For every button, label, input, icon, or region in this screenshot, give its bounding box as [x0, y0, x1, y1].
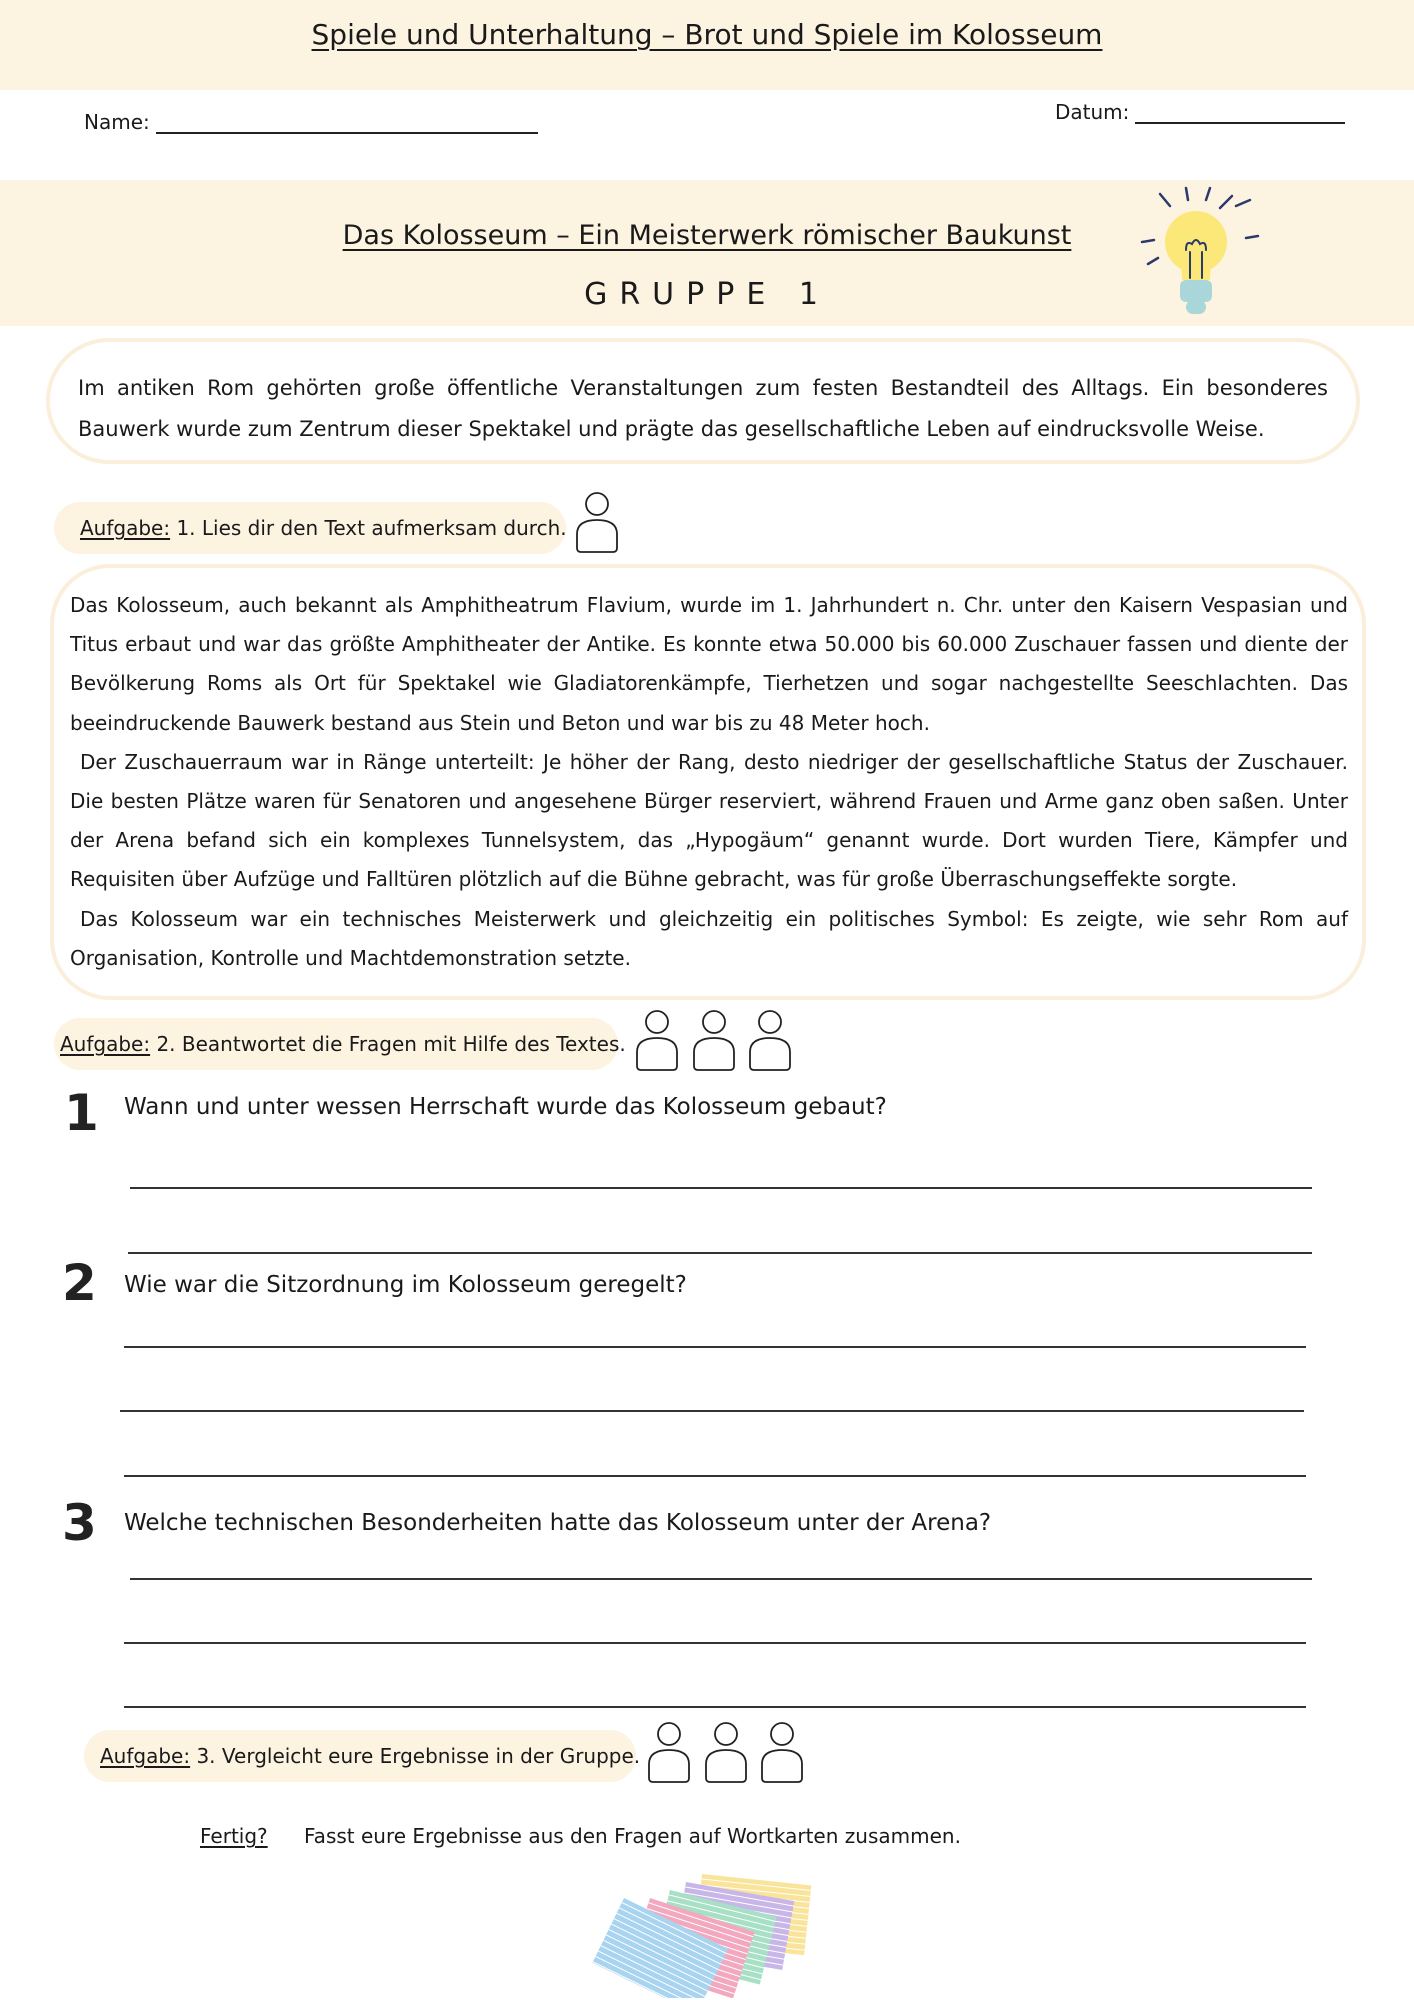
- date-field[interactable]: [1055, 100, 1345, 124]
- task-1-text: 1. Lies dir den Text aufmerksam durch.: [176, 516, 567, 540]
- task-3-label: Aufgabe:: [100, 1744, 191, 1768]
- task-3-text: 3. Vergleicht eure Ergebnisse in der Gruppe.: [196, 1744, 641, 1768]
- task-2: [54, 1018, 626, 1070]
- group-icon: [646, 1720, 806, 1786]
- question-1-text: Wann und unter wessen Herrschaft wurde das Kolosseum gebaut?: [124, 1094, 887, 1120]
- task-1: [54, 502, 566, 554]
- worksheet-title: Spiele und Unterhaltung – Brot und Spiele im Kolosseum: [311, 18, 1103, 51]
- task-3: [84, 1730, 641, 1782]
- reading-text: [50, 564, 1366, 1000]
- finish-text: Fasst eure Ergebnisse aus den Fragen auf Wortkarten zusammen.: [304, 1824, 961, 1848]
- task-2-text: 2. Beantwortet die Fragen mit Hilfe des Textes.: [156, 1032, 626, 1056]
- answer-line[interactable]: [124, 1346, 1306, 1348]
- question-3-number: 3: [62, 1494, 97, 1552]
- date-label: Datum:: [1055, 100, 1130, 124]
- name-field[interactable]: [84, 110, 538, 134]
- answer-line[interactable]: [124, 1642, 1306, 1644]
- date-line[interactable]: [1135, 100, 1345, 124]
- finish-label: Fertig?: [200, 1824, 268, 1848]
- question-3-text: Welche technischen Besonderheiten hatte das Kolosseum unter der Arena?: [124, 1510, 992, 1536]
- answer-line[interactable]: [120, 1410, 1304, 1412]
- group-icon: [634, 1008, 794, 1074]
- group-label: GRUPPE 1: [584, 277, 830, 312]
- word-cards-icon: [590, 1868, 830, 1998]
- intro-box: Im antiken Rom gehörten große öffentliche Veranstaltungen zum festen Bestandteil des Alltags. Ein besonderes Bauwerk wurde zum Zentrum dieser Spektakel und prägte das gesellschaftliche Leben auf eindrucksvolle Weise.: [46, 338, 1360, 464]
- question-2-number: 2: [62, 1254, 97, 1312]
- name-label: Name:: [84, 110, 150, 134]
- lightbulb-icon: [1140, 186, 1260, 320]
- task-1-label: Aufgabe:: [80, 516, 171, 540]
- answer-line[interactable]: [124, 1475, 1306, 1477]
- answer-line[interactable]: [130, 1187, 1312, 1189]
- answer-line[interactable]: [124, 1706, 1306, 1708]
- question-1-number: 1: [64, 1084, 99, 1142]
- answer-line[interactable]: [128, 1252, 1312, 1254]
- name-line[interactable]: [156, 110, 538, 134]
- text-paragraph-3: Das Kolosseum war ein technisches Meisterwerk und gleichzeitig ein politisches Symbol: Es zeigte, wie sehr Rom auf Organisation, Kontrolle und Machtdemonstration setzte.: [70, 906, 1348, 970]
- text-paragraph-1: Das Kolosseum, auch bekannt als Amphitheatrum Flavium, wurde im 1. Jahrhundert n. Chr. unter den Kaisern Vespasian und Titus erbaut und war das größte Amphitheater der Antike. Es konnte etwa 50.000 bis 60.000 Zuschauer fassen und diente der Bevölkerung Roms als Ort für Spektakel wie Gladiatorenkämpfe, Tierhetzen und sogar nachgestellte Seeschlachten. Das beeindruckende Bauwerk bestand aus Stein und Beton und war bis zu 48 Meter hoch.: [70, 593, 1348, 735]
- section-title: Das Kolosseum – Ein Meisterwerk römischer Baukunst: [342, 220, 1072, 251]
- task-2-label: Aufgabe:: [60, 1032, 151, 1056]
- question-2-text: Wie war die Sitzordnung im Kolosseum geregelt?: [124, 1272, 687, 1298]
- answer-line[interactable]: [130, 1578, 1312, 1580]
- text-paragraph-2: Der Zuschauerraum war in Ränge unterteilt: Je höher der Rang, desto niedriger der gesellschaftliche Status der Zuschauer. Die besten Plätze waren für Senatoren und angesehene Bürger reserviert, während Frauen und Arme ganz oben saßen. Unter der Arena befand sich ein komplexes Tunnelsystem, das „Hypogäum“ genannt wurde. Dort wurden Tiere, Kämpfer und Requisiten über Aufzüge und Falltüren plötzlich auf die Bühne gebracht, was für große Überraschungseffekte sorgte.: [70, 749, 1348, 892]
- finish-note: [200, 1824, 961, 1848]
- person-icon: [574, 490, 620, 554]
